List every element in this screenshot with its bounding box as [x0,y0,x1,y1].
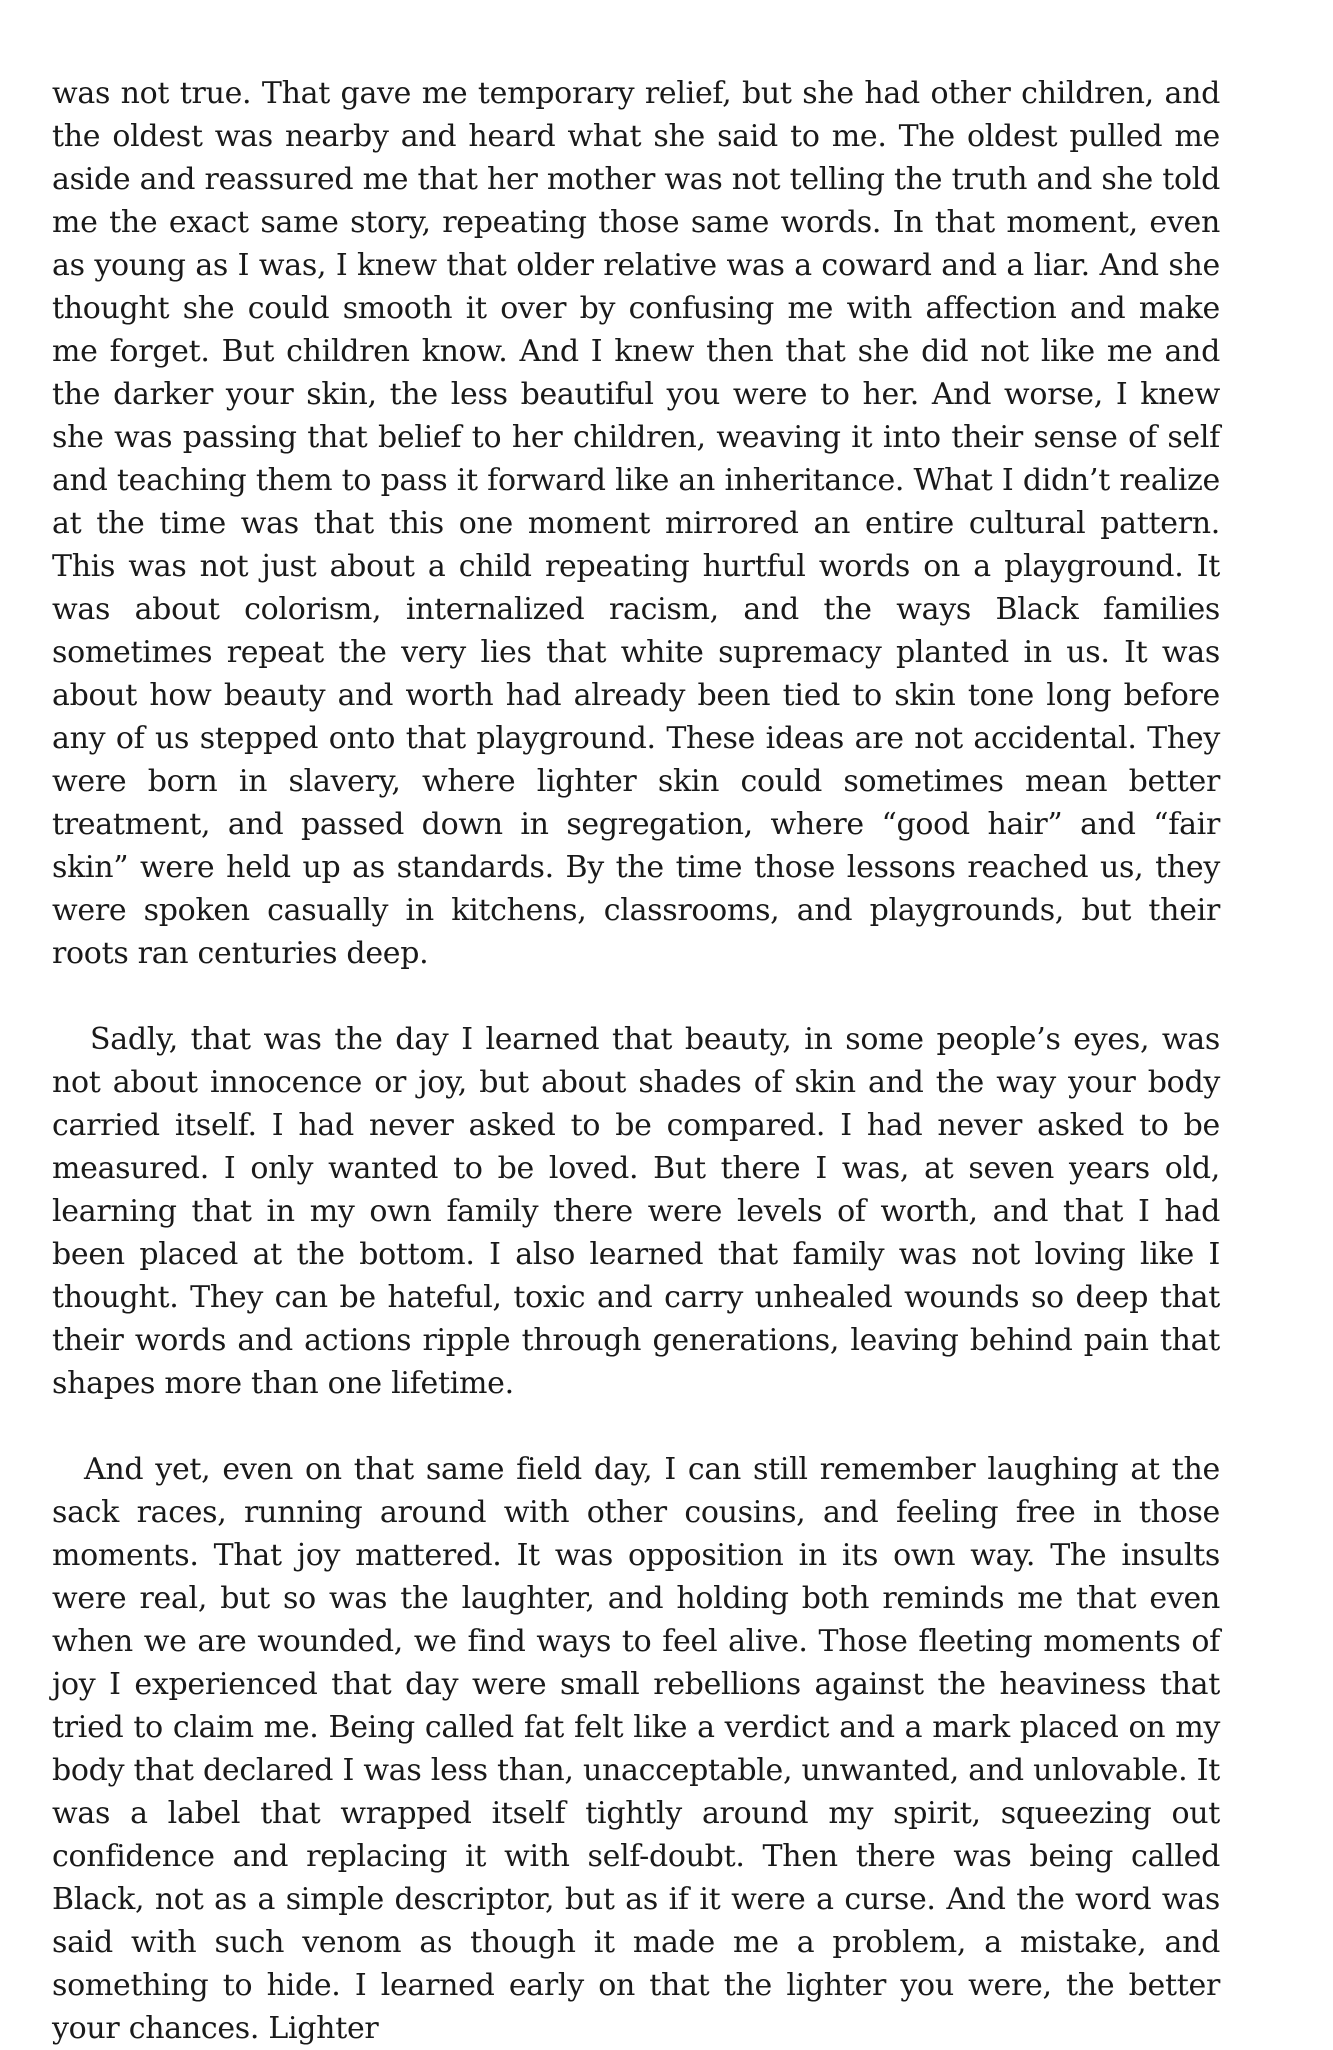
document-page [52,72,1220,2050]
paragraph-2: Sadly, that was the day I learned that beauty, in some people’s eyes, was not about innocence or joy, but about shades of skin and the way your body carried itself. I had never asked to be compared. I had never asked to be measured. I only wanted to be loved. But there I was, at seven years old, learning that in my own family there were levels of worth, and that I had been placed at the bottom. I also learned that family was not loving like I thought. They can be hateful, toxic and carry unhealed wounds so deep that their words and actions ripple through generations, leaving behind pain that shapes more than one lifetime. [52,1022,1220,1401]
paragraph-1: was not true. That gave me temporary relief, but she had other children, and the oldest was nearby and heard what she said to me. The oldest pulled me aside and reassured me that her mother was not telling the truth and she told me the exact same story, repeating those same words. In that moment, even as young as I was, I knew that older relative was a coward and a liar. And she thought she could smooth it over by confusing me with affection and make me forget. But children know. And I knew then that she did not like me and the darker your skin, the less beautiful you were to her. And worse, I knew she was passing that belief to her children, weaving it into their sense of self and teaching them to pass it forward like an inheritance. What I didn’t realize at the time was that this one moment mirrored an entire cultural pattern. This was not just about a child repeating hurtful words on a playground. It was about colorism, internalized racism, and the ways Black families sometimes repeat the very lies that white supremacy planted in us. It was about how beauty and worth had already been tied to skin tone long before any of us stepped onto that playground. These ideas are not accidental. They were born in slavery, where lighter skin could sometimes mean better treatment, and passed down in segregation, where “good hair” and “fair skin” were held up as standards. By the time those lessons reached us, they were spoken casually in kitchens, classrooms, and playgrounds, but their roots ran centuries deep. [52,76,1220,971]
paragraph-3: And yet, even on that same field day, I can still remember laughing at the sack races, running around with other cousins, and feeling free in those moments. That joy mattered. It was opposition in its own way. The insults were real, but so was the laughter, and holding both reminds me that even when we are wounded, we find ways to feel alive. Those fleeting moments of joy I experienced that day were small rebellions against the heaviness that tried to claim me. Being called fat felt like a verdict and a mark placed on my body that declared I was less than, unacceptable, unwanted, and unlovable. It was a label that wrapped itself tightly around my spirit, squeezing out confidence and replacing it with self-doubt. Then there was being called Black, not as a simple descriptor, but as if it were a curse. And the word was said with such venom as though it made me a problem, a mistake, and something to hide. I learned early on that the lighter you were, the better your chances. Lighter [52,1452,1220,2046]
